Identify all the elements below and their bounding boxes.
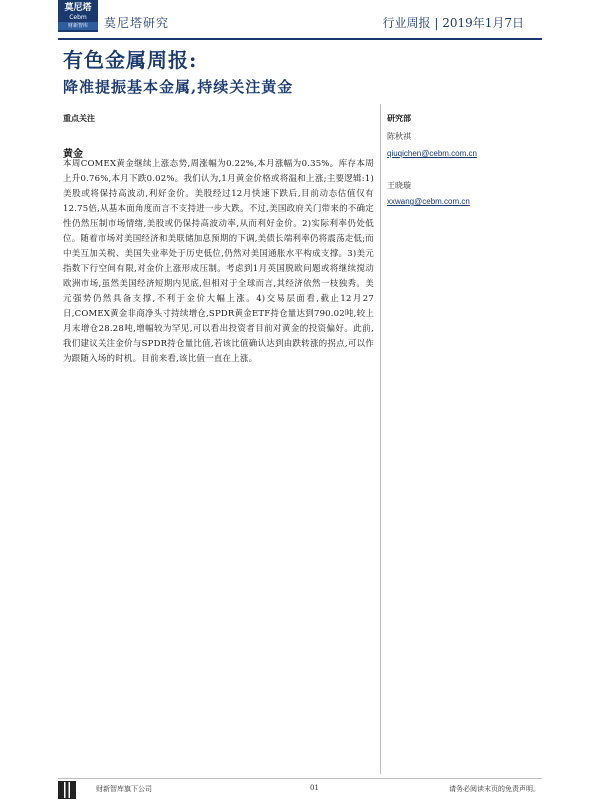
logo-sub-text: 财新智库 <box>58 22 98 30</box>
analyst-name: 陈秋祺 <box>387 132 411 141</box>
brand-name: 莫尼塔研究 <box>104 16 170 30</box>
report-title: 有色金属周报: <box>63 48 198 72</box>
column-divider <box>380 104 381 774</box>
section-heading: 重点关注 <box>63 113 95 123</box>
report-type-date: 行业周报 | 2019年1月7日 <box>382 16 524 30</box>
research-dept-label: 研究部 <box>387 113 411 123</box>
analyst-email-link[interactable]: qiuqichen@cebm.com.cn <box>387 149 477 158</box>
gold-body-paragraph: 本周COMEX黄金继续上涨态势,周涨幅为0.22%,本月涨幅为0.35%。库存本周上升0.76%,本月下跌0.02%。我们认为,1月黄金价格或将温和上涨;主要逻辑:1)美股或将保持高波动,利好金价。美股经过12月快速下跌后,目前动态估值仅有12.75倍,从基本面角度而言不支持进一步大跌。不过,美国政府关门带来的不确定性仍然压制市场情绪,美股或仍保持高波动率,从而利好金价。2)实际利率仍处低位。随着市场对美国经济和美联储加息预期的下调,美债长端利率仍将震荡走低;而中美互加关税、美国失业率处于历史低位,仍然对美国通胀水平构成支撑。3)美元指数下行空间有限,对金价上涨形成压制。考虑到1月英国脱欧问题或将继续搅动欧洲市场,虽然美国经济短期内见底,但相对于全球而言,其经济依然一枝独秀。美元强势仍然具备支撑,不利于金价大幅上涨。4)交易层面看,截止12月27日,COMEX黄金非商净头寸持续增仓,SPDR黄金ETF持仓量达到790.02吨,较上月末增仓28.28吨,增幅较为罕见,可以看出投资者目前对黄金的投资偏好。此前,我们建议关注金价与SPDR持仓量比值,若该比值确认达到由跌转涨的拐点,可以作为跟随入场的时机。目前来看,该比值一直在上涨。 <box>63 159 374 364</box>
logo-en-text: Cebm <box>69 14 87 21</box>
report-subtitle: 降准提振基本金属,持续关注黄金 <box>63 78 294 96</box>
page-header <box>0 0 600 34</box>
analyst-email-link[interactable]: xxwang@cebm.com.cn <box>387 197 470 206</box>
page-number: 01 <box>310 784 319 792</box>
logo-cn-text: 莫尼塔 <box>64 3 92 13</box>
analyst-name: 王晓璇 <box>387 181 411 190</box>
qr-code-icon <box>58 781 76 799</box>
cebm-logo <box>58 0 98 32</box>
header-divider <box>58 38 542 40</box>
footer-company: 财新智库旗下公司 <box>96 785 152 793</box>
footer-disclaimer: 请务必阅读末页的免责声明。 <box>449 785 540 793</box>
gold-heading: 黄金 <box>63 149 83 160</box>
footer-divider <box>58 778 542 779</box>
